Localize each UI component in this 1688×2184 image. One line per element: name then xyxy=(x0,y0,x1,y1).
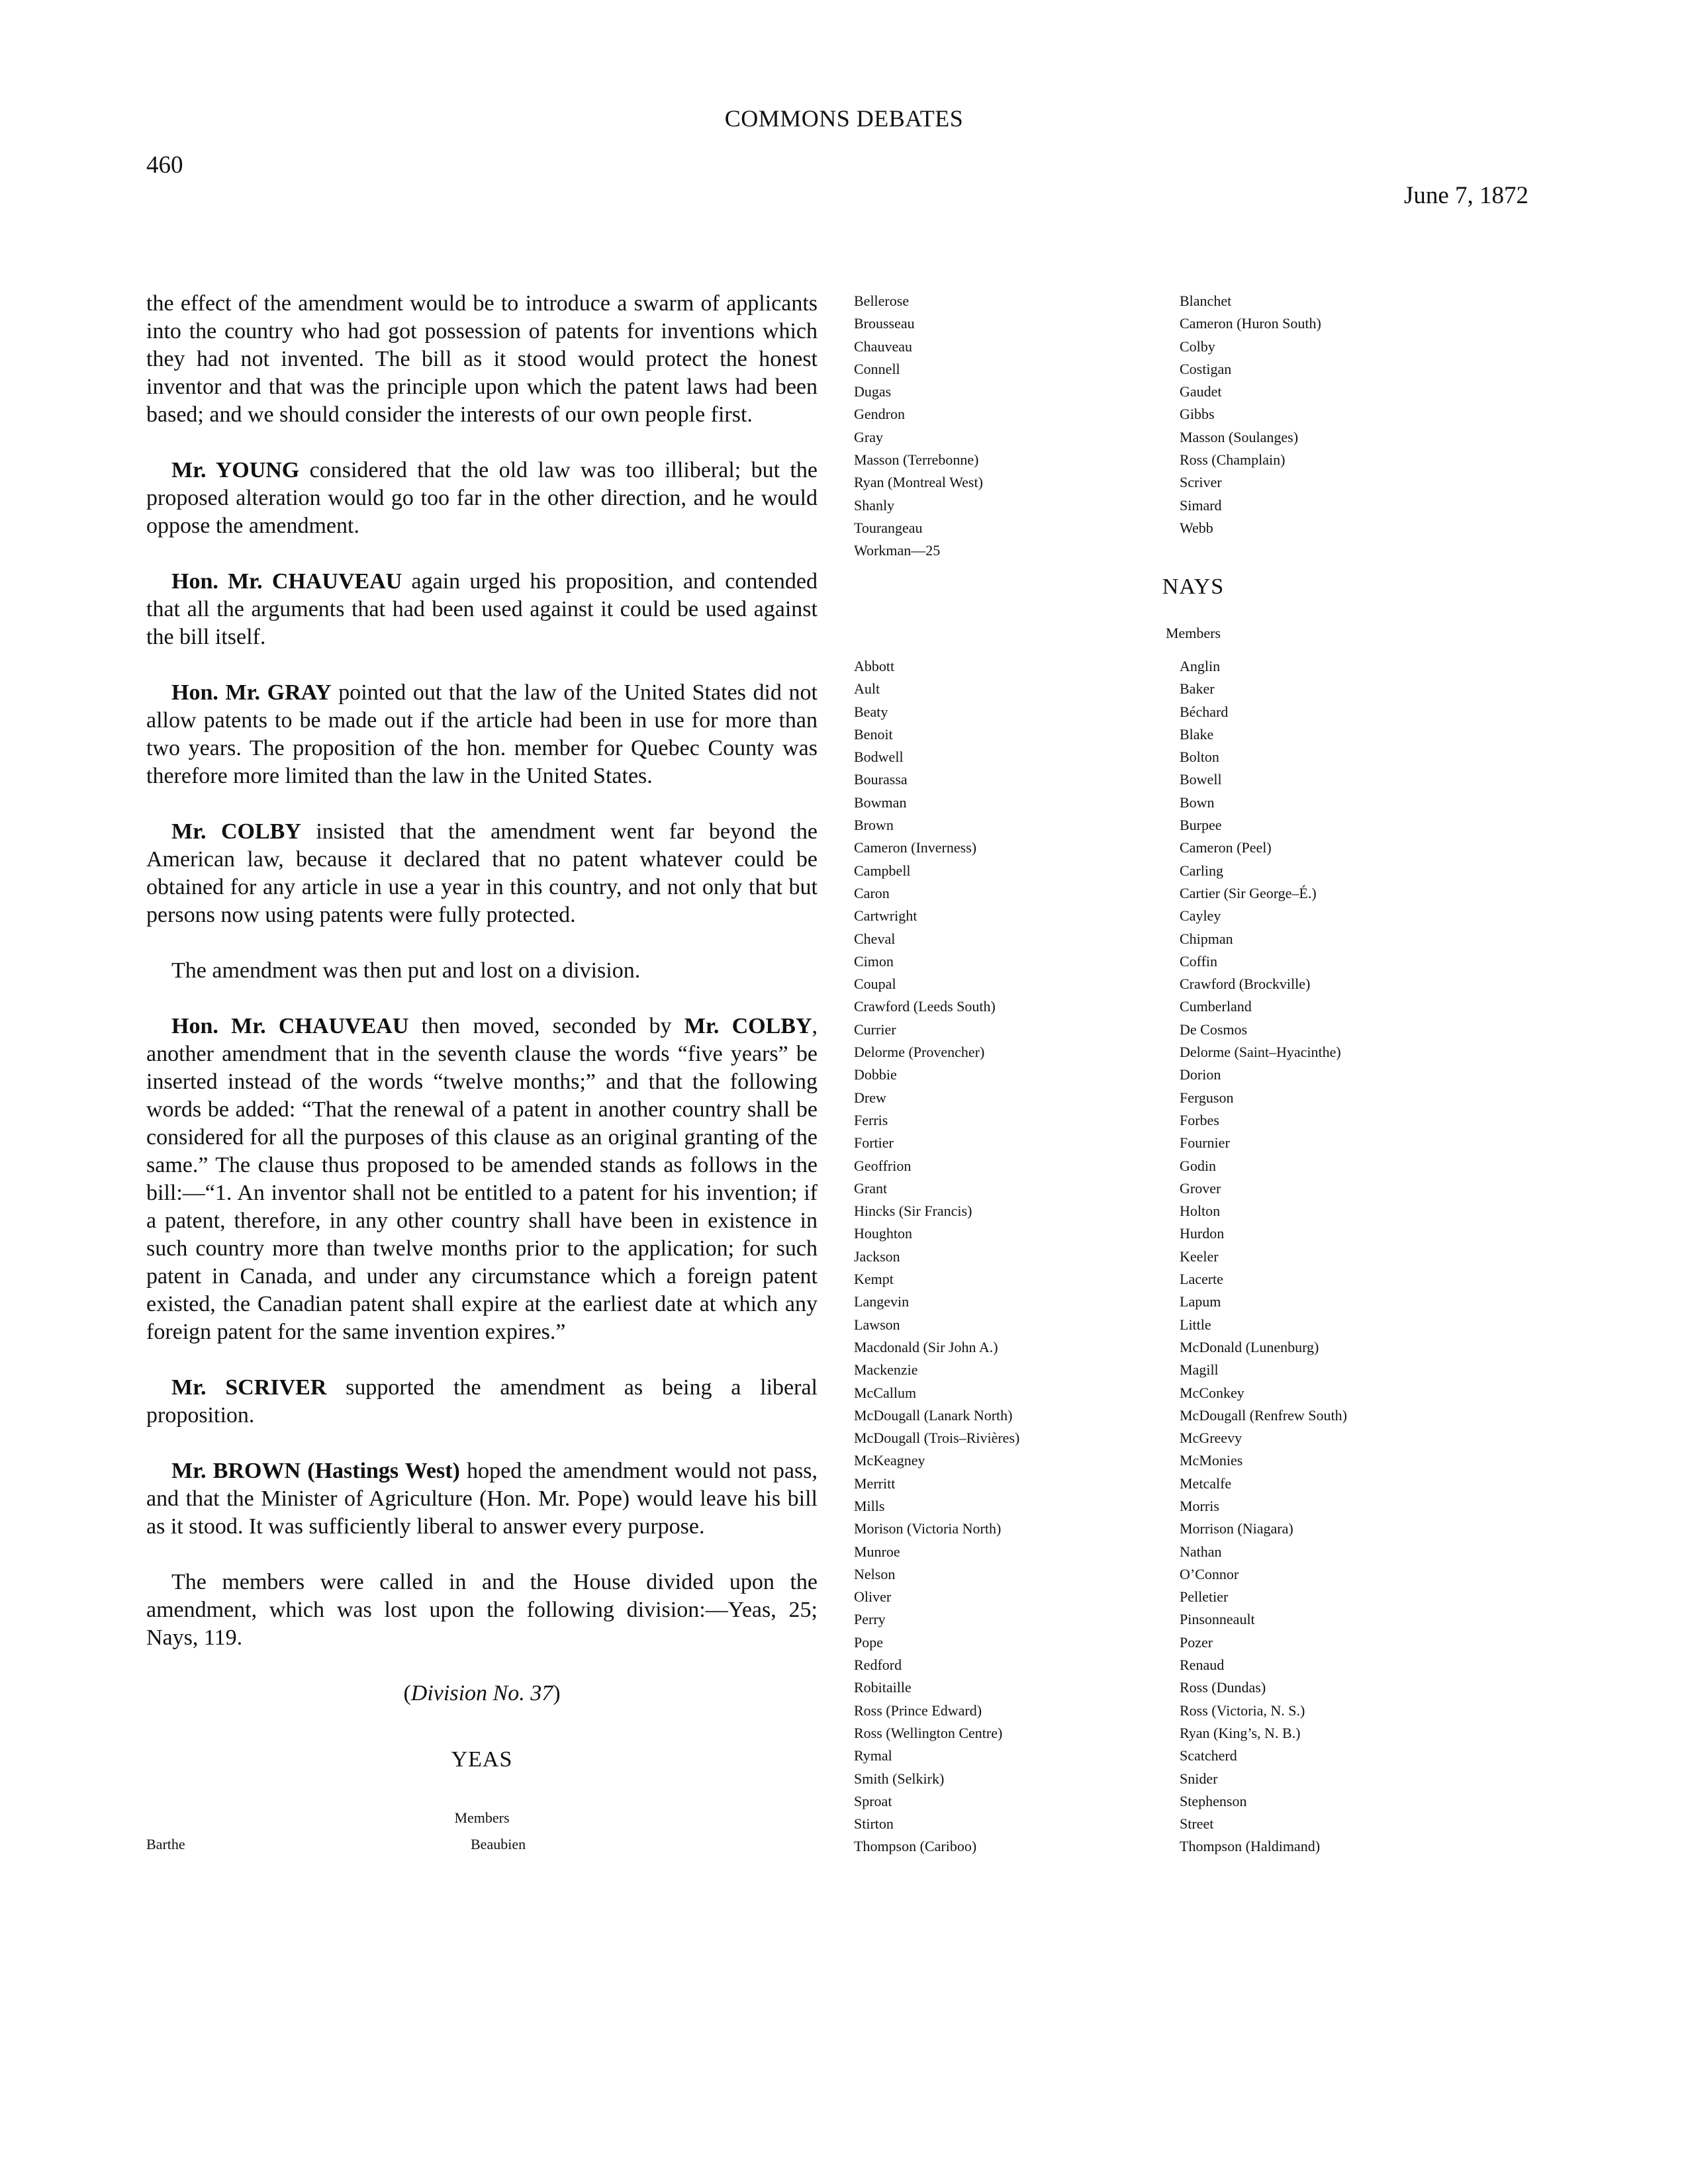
member-name: Cumberland xyxy=(1180,998,1252,1015)
member-name: Currier xyxy=(854,1021,896,1038)
division-title xyxy=(146,1680,818,1707)
member-name: Thompson (Haldimand) xyxy=(1180,1838,1321,1855)
member-name: Chipman xyxy=(1180,930,1233,947)
member-name: Hurdon xyxy=(1180,1225,1225,1242)
member-name: Lacerte xyxy=(1180,1271,1223,1288)
member-name: Cameron (Peel) xyxy=(1180,839,1272,856)
member-name: Ross (Champlain) xyxy=(1180,451,1286,469)
member-name: Baker xyxy=(1180,680,1215,698)
member-name: Bodwell xyxy=(854,749,904,766)
member-name: Bowell xyxy=(1180,771,1222,788)
member-name: Gendron xyxy=(854,406,905,423)
member-name: Fournier xyxy=(1180,1134,1230,1152)
member-name: Metcalfe xyxy=(1180,1475,1232,1492)
member-name: Benoit xyxy=(854,725,893,743)
member-name: Abbott xyxy=(854,658,895,674)
member-name: Renaud xyxy=(1180,1657,1225,1674)
member-name: Hincks (Sir Francis) xyxy=(854,1203,972,1220)
yeas-heading: YEAS xyxy=(451,1747,513,1772)
member-name: Scatcherd xyxy=(1180,1747,1237,1764)
page-date: June 7, 1872 xyxy=(1403,182,1528,209)
member-name: Forbes xyxy=(1180,1111,1219,1128)
member-name: Grover xyxy=(1180,1179,1221,1197)
nays-members-label: Members xyxy=(1165,625,1221,641)
speaker-name: Mr. YOUNG xyxy=(171,458,300,482)
member-name: Crawford (Brockville) xyxy=(1180,976,1311,993)
speech-text: hoped the amendment would not pass, and that the Minister of Agriculture (Hon. Mr. Pope) would leave his bill as it stood. It was sufficiently liberal to answer every purpose. xyxy=(146,1459,818,1539)
member-name: Bellerose xyxy=(854,293,910,309)
member-name: Magill xyxy=(1180,1361,1219,1379)
member-name: De Cosmos xyxy=(1180,1021,1248,1038)
nays-heading: NAYS xyxy=(1162,574,1225,599)
member-name: Caron xyxy=(854,884,890,901)
member-name: Dorion xyxy=(1180,1066,1221,1083)
division-close-paren: ) xyxy=(553,1681,561,1706)
member-name: Oliver xyxy=(854,1588,892,1606)
member-name: Grant xyxy=(854,1179,888,1197)
yeas-name: Beaubien xyxy=(471,1836,526,1852)
paragraph-brown xyxy=(146,1457,818,1541)
speech-text: , another amendment that in the seventh clause the words “five years” be inserted instead of the words “twelve months;” and that the following words be added: “That the renewal of a patent in another country shall be considered for all the purposes of this clause as an original granting of the same.” The clause thus proposed to be amended stands as follows in the bill:—“1. An inventor shall not be entitled to a patent for his invention; if a patent, therefore, in any other country shall have been in existence in such country more than twelve months prior to the application; for such patent in Canada, and under any circumstance which a foreign patent existed, the Canadian patent shall expire at the earliest date at which any foreign patent for the same invention expires.” xyxy=(146,1014,818,1344)
member-name: Cheval xyxy=(854,930,896,947)
member-name: Ross (Dundas) xyxy=(1180,1679,1266,1696)
member-name: Morris xyxy=(1180,1497,1219,1514)
paragraph-chauveau xyxy=(146,568,818,651)
member-name: Nelson xyxy=(854,1565,896,1582)
speaker-name: Hon. Mr. CHAUVEAU xyxy=(171,569,402,594)
member-name: Fortier xyxy=(854,1134,894,1152)
member-name: Masson (Soulanges) xyxy=(1180,428,1299,445)
member-name: Stirton xyxy=(854,1815,894,1833)
member-name: Cayley xyxy=(1180,907,1221,925)
member-name: Tourangeau xyxy=(854,519,923,536)
member-name: Geoffrion xyxy=(854,1157,912,1174)
member-name: Snider xyxy=(1180,1770,1218,1787)
member-name: Ryan (Montreal West) xyxy=(854,474,983,491)
member-name: Morrison (Niagara) xyxy=(1180,1520,1293,1537)
member-name: Bown xyxy=(1180,794,1215,811)
paragraph-young xyxy=(146,457,818,540)
member-name: Thompson (Cariboo) xyxy=(854,1838,977,1855)
member-name: McKeagney xyxy=(854,1452,925,1469)
member-name: Dobbie xyxy=(854,1066,897,1083)
speech-text: insisted that the amendment went far beyond the American law, because it declared that no patent whatever could be obtained for any article in use a year in this country, and not only that but persons now using patents were fully protected. xyxy=(146,819,818,927)
member-name: Bowman xyxy=(854,794,907,811)
paragraph-amendment-lost: The amendment was then put and lost on a division. xyxy=(171,958,641,983)
member-name: Campbell xyxy=(854,862,911,879)
speaker-name: Mr. COLBY xyxy=(171,819,301,844)
member-name: Delorme (Provencher) xyxy=(854,1044,985,1061)
member-name: Cameron (Inverness) xyxy=(854,839,977,856)
member-name: Godin xyxy=(1180,1157,1216,1174)
member-name: Pope xyxy=(854,1633,883,1651)
member-name: Coupal xyxy=(854,976,896,993)
member-name: Holton xyxy=(1180,1203,1221,1220)
division-label: Division No. 37 xyxy=(410,1681,553,1706)
paragraph-gray xyxy=(146,679,818,790)
member-name: McConkey xyxy=(1180,1384,1244,1401)
paragraph-1: the effect of the amendment would be to introduce a swarm of applicants into the country who had got possession of patents for inventions which they had not invented. The bill as it stood would protect the honest inventor and that was the principle upon which the patent laws had been based; and we should consider the interests of our own people first. xyxy=(146,291,818,427)
member-name: Keeler xyxy=(1180,1248,1219,1265)
member-name: Perry xyxy=(854,1611,886,1628)
member-name: Morison (Victoria North) xyxy=(854,1520,1002,1537)
member-name: Ault xyxy=(854,680,880,698)
speaker-name: Hon. Mr. GRAY xyxy=(171,680,332,705)
member-name: Langevin xyxy=(854,1293,910,1310)
speech-text: then moved, seconded by xyxy=(408,1014,684,1038)
member-name: Bourassa xyxy=(854,771,908,788)
member-name: Nathan xyxy=(1180,1543,1222,1560)
member-name: Gibbs xyxy=(1180,406,1215,423)
speaker-name: Hon. Mr. CHAUVEAU xyxy=(171,1014,409,1038)
paragraph-colby xyxy=(146,818,818,929)
speaker-name: Mr. COLBY xyxy=(684,1014,812,1038)
member-name: Coffin xyxy=(1180,952,1218,970)
member-name: Gaudet xyxy=(1180,383,1222,400)
speech-text: considered that the old law was too illiberal; but the proposed alteration would go too far in the other direction, and he would oppose the amendment. xyxy=(146,458,818,538)
member-name: Brown xyxy=(854,817,894,834)
member-name: Costigan xyxy=(1180,360,1232,377)
member-name: Pelletier xyxy=(1180,1588,1229,1606)
yeas-list-column-b xyxy=(1180,290,1321,539)
yeas-members-label: Members xyxy=(454,1809,510,1826)
member-name: McGreevy xyxy=(1180,1430,1243,1447)
member-name: Stephenson xyxy=(1180,1792,1247,1809)
member-name: Pozer xyxy=(1180,1633,1213,1651)
member-name: Pinsonneault xyxy=(1180,1611,1255,1628)
debate-text-column xyxy=(146,290,818,1832)
speech-text: again urged his proposition, and contended that all the arguments that had been used against it could be used against the bill itself. xyxy=(146,569,818,649)
member-name: Munroe xyxy=(854,1543,900,1560)
member-name: Blanchet xyxy=(1180,293,1232,309)
member-name: O’Connor xyxy=(1180,1565,1239,1582)
member-name: Simard xyxy=(1180,496,1222,514)
member-name: Cimon xyxy=(854,952,894,970)
member-name: Smith (Selkirk) xyxy=(854,1770,945,1787)
member-name: Sproat xyxy=(854,1792,892,1809)
member-name: Béchard xyxy=(1180,703,1229,720)
member-name: Kempt xyxy=(854,1271,894,1288)
member-name: Workman—25 xyxy=(854,542,941,559)
page-number: 460 xyxy=(146,152,183,179)
speech-text: supported the amendment as being a liberal proposition. xyxy=(146,1375,818,1428)
member-name: Street xyxy=(1180,1815,1214,1833)
member-name: Robitaille xyxy=(854,1679,912,1696)
member-name: McDonald (Lunenburg) xyxy=(1180,1338,1319,1355)
member-name: Ferris xyxy=(854,1111,888,1128)
member-name: Burpee xyxy=(1180,817,1222,834)
member-name: Ryan (King’s, N. B.) xyxy=(1180,1724,1301,1741)
page-header-title: COMMONS DEBATES xyxy=(724,105,964,132)
member-name: Anglin xyxy=(1180,658,1221,674)
speaker-name: Mr. BROWN (Hastings West) xyxy=(171,1459,460,1483)
paragraph-scriver xyxy=(146,1374,818,1430)
member-name: Houghton xyxy=(854,1225,912,1242)
member-name: Scriver xyxy=(1180,474,1222,491)
member-name: Drew xyxy=(854,1089,886,1106)
member-name: Jackson xyxy=(854,1248,900,1265)
member-name: Mills xyxy=(854,1497,885,1514)
speaker-name: Mr. SCRIVER xyxy=(171,1375,327,1400)
division-open-paren: ( xyxy=(403,1681,411,1706)
member-name: Dugas xyxy=(854,383,892,400)
member-name: Lawson xyxy=(854,1316,900,1333)
member-name: Blake xyxy=(1180,725,1214,743)
member-name: Shanly xyxy=(854,496,895,514)
member-name: Mackenzie xyxy=(854,1361,918,1379)
member-name: Bolton xyxy=(1180,749,1219,766)
member-name: Cartier (Sir George–É.) xyxy=(1180,884,1317,901)
member-name: Cartwright xyxy=(854,907,917,925)
member-name: Redford xyxy=(854,1657,902,1674)
speech-text: pointed out that the law of the United States did not allow patents to be made out if the article had been in use for more than two years. The proposition of the hon. member for Quebec County was therefore more limited than the law in the United States. xyxy=(146,680,818,788)
member-name: Masson (Terrebonne) xyxy=(854,451,979,469)
member-name: McDougall (Trois–Rivières) xyxy=(854,1430,1020,1447)
member-name: McDougall (Renfrew South) xyxy=(1180,1406,1347,1424)
member-name: McMonies xyxy=(1180,1452,1243,1469)
member-name: Ferguson xyxy=(1180,1089,1234,1106)
member-name: Carling xyxy=(1180,862,1223,879)
member-name: Little xyxy=(1180,1316,1211,1333)
member-name: Ross (Prince Edward) xyxy=(854,1702,982,1719)
member-name: Colby xyxy=(1180,338,1215,355)
member-name: Brousseau xyxy=(854,315,915,332)
member-name: Macdonald (Sir John A.) xyxy=(854,1338,998,1355)
member-name: McDougall (Lanark North) xyxy=(854,1406,1013,1424)
yeas-name: Barthe xyxy=(146,1836,185,1852)
member-name: Lapum xyxy=(1180,1293,1221,1310)
nays-list-column-b xyxy=(1180,655,1347,1858)
member-name: Webb xyxy=(1180,519,1213,536)
member-name: Beaty xyxy=(854,703,888,720)
member-name: McCallum xyxy=(854,1384,917,1401)
member-name: Gray xyxy=(854,428,883,445)
member-name: Merritt xyxy=(854,1475,896,1492)
member-name: Ross (Victoria, N. S.) xyxy=(1180,1702,1305,1719)
nays-list-column-a xyxy=(854,655,1019,1858)
member-name: Cameron (Huron South) xyxy=(1180,315,1321,332)
member-name: Delorme (Saint–Hyacinthe) xyxy=(1180,1044,1341,1061)
member-name: Connell xyxy=(854,360,900,377)
member-name: Crawford (Leeds South) xyxy=(854,998,996,1015)
paragraph-division-result: The members were called in and the House divided upon the amendment, which was lost upon the following division:—Yeas, 25; Nays, 119. xyxy=(146,1570,818,1650)
yeas-list-column-a xyxy=(854,290,983,563)
paragraph-chauveau-motion xyxy=(146,1013,818,1346)
member-name: Rymal xyxy=(854,1747,892,1764)
member-name: Chauveau xyxy=(854,338,912,355)
member-name: Ross (Wellington Centre) xyxy=(854,1724,1003,1741)
